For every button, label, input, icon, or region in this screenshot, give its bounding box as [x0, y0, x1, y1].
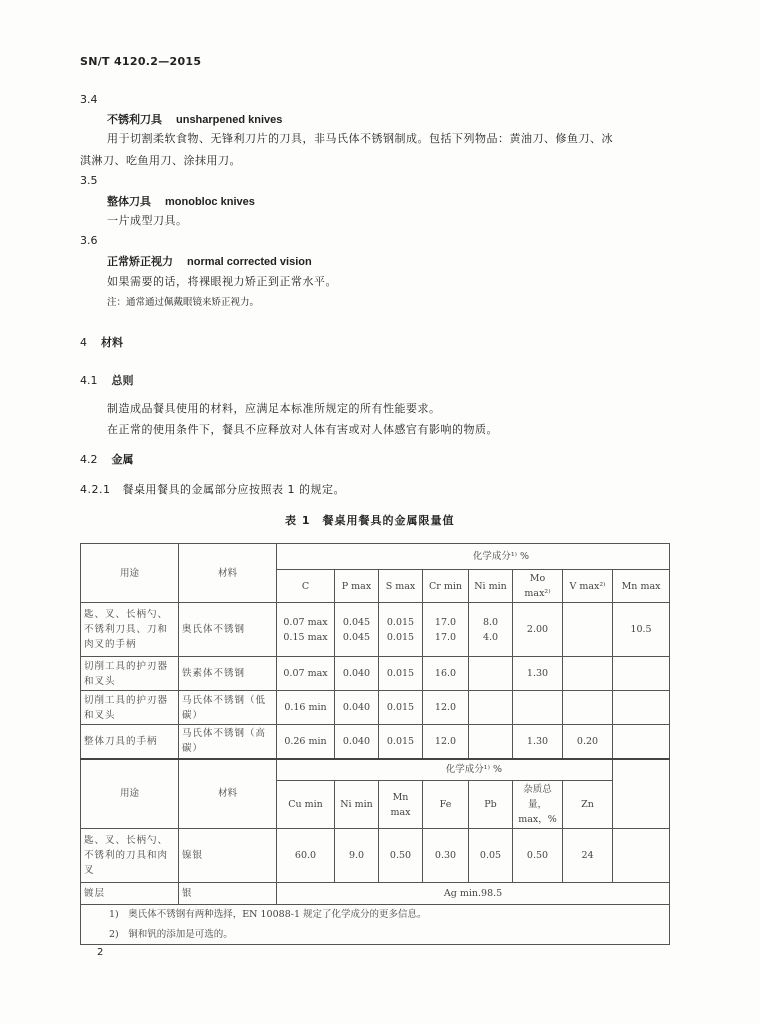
p-cell: 0.045 0.045: [335, 603, 379, 657]
use-cell: 匙、叉、长柄勺、不锈利刀具、刀和肉叉的手柄: [81, 603, 179, 657]
definition-3-4-line1: 用于切割柔软食物、无锋利刀片的刀具，非马氏体不锈钢制成。包括下列物品：黄油刀、修鱼刀、冰: [107, 132, 613, 145]
table-row: [81, 725, 670, 759]
material-cell: 镍银: [179, 829, 277, 883]
mo-cell: [513, 691, 563, 725]
use-cell: 匙、叉、长柄勺、不锈利的刀具和肉叉: [81, 829, 179, 883]
v-cell: [563, 691, 613, 725]
paragraph-4-1-1: 制造成品餐具使用的材料，应满足本标准所规定的所有性能要求。: [107, 402, 441, 415]
mo-cell: 1.30: [513, 725, 563, 759]
term-3-6: [107, 253, 312, 269]
section-number: 4.2: [80, 453, 98, 466]
clause-4-2-1: [80, 481, 345, 497]
mo-cell: 2.00: [513, 603, 563, 657]
col-use-header-2: 用途: [81, 759, 179, 829]
section-title: 金属: [111, 453, 134, 466]
element-header: Ni min: [335, 781, 379, 829]
element-header: S max: [379, 570, 423, 603]
section-4-1-heading: [80, 372, 134, 388]
cr-cell: 16.0: [423, 657, 469, 691]
c-cell: 0.07 max 0.15 max: [277, 603, 335, 657]
term-cn: 正常矫正视力: [107, 255, 173, 268]
term-3-4: [107, 111, 282, 127]
ni-cell: 8.0 4.0: [469, 603, 513, 657]
element-header: 杂质总量，max，%: [513, 781, 563, 829]
clause-number: 4.2.1: [80, 483, 111, 496]
clause-number-3-6: 3.6: [80, 234, 98, 247]
v-cell: [563, 657, 613, 691]
element-header: Zn: [563, 781, 613, 829]
material-cell: 奥氏体不锈钢: [179, 603, 277, 657]
table-row: [81, 657, 670, 691]
impurities-cell: 0.50: [513, 829, 563, 883]
c-cell: 0.07 max: [277, 657, 335, 691]
col-use-header: 用途: [81, 544, 179, 603]
table-row: [81, 603, 670, 657]
empty-header-cell: [613, 759, 670, 829]
cr-cell: 17.0 17.0: [423, 603, 469, 657]
p-cell: 0.040: [335, 725, 379, 759]
mn-cell: [613, 657, 670, 691]
cr-cell: 12.0: [423, 691, 469, 725]
footnote-row: [81, 925, 670, 945]
s-cell: 0.015 0.015: [379, 603, 423, 657]
section-title: 总则: [111, 374, 134, 387]
v-cell: 0.20: [563, 725, 613, 759]
element-header: Fe: [423, 781, 469, 829]
element-header: Cr min: [423, 570, 469, 603]
use-cell: 整体刀具的手柄: [81, 725, 179, 759]
use-cell: 切削工具的护刃器和叉头: [81, 691, 179, 725]
definition-3-6: 如果需要的话，将裸眼视力矫正到正常水平。: [107, 275, 337, 288]
ni-cell: [469, 725, 513, 759]
term-3-5: [107, 193, 255, 209]
p-cell: 0.040: [335, 691, 379, 725]
s-cell: 0.015: [379, 725, 423, 759]
p-cell: 0.040: [335, 657, 379, 691]
term-cn: 不锈利刀具: [107, 113, 162, 126]
mn-cell: [613, 725, 670, 759]
chemical-composition-header-2: 化学成分¹⁾ %: [277, 759, 613, 781]
table-header-row: [81, 544, 670, 570]
cu-cell: 60.0: [277, 829, 335, 883]
plating-value-cell: Ag min.98.5: [277, 883, 670, 905]
c-cell: 0.26 min: [277, 725, 335, 759]
pb-cell: 0.05: [469, 829, 513, 883]
section-title: 材料: [101, 336, 123, 349]
footnote-1: 1) 奥氏体不锈钢有两种选择，EN 10088-1 规定了化学成分的更多信息。: [81, 905, 670, 925]
footnote-2: 2) 铜和钒的添加是可选的。: [81, 925, 670, 945]
zn-cell: 24: [563, 829, 613, 883]
element-header: P max: [335, 570, 379, 603]
note-3-6: 注：通常通过佩戴眼镜来矫正视力。: [107, 297, 260, 308]
material-cell: 铁素体不锈钢: [179, 657, 277, 691]
s-cell: 0.015: [379, 691, 423, 725]
material-cell: 银: [179, 883, 277, 905]
mn-cell: [613, 691, 670, 725]
element-header: Mn max: [379, 781, 423, 829]
mn-cell: 10.5: [613, 603, 670, 657]
chemical-composition-header: 化学成分¹⁾ %: [277, 544, 670, 570]
element-header: Cu min: [277, 781, 335, 829]
c-cell: 0.16 min: [277, 691, 335, 725]
element-header: V max²⁾: [563, 570, 613, 603]
footnote-row: [81, 905, 670, 925]
use-cell: 切削工具的护刃器和叉头: [81, 657, 179, 691]
material-cell: 马氏体不锈钢（低碳）: [179, 691, 277, 725]
clause-text: 餐桌用餐具的金属部分应按照表 1 的规定。: [122, 483, 345, 496]
element-header: Mn max: [613, 570, 670, 603]
section-4-2-heading: [80, 451, 134, 467]
col-material-header: 材料: [179, 544, 277, 603]
material-cell: 马氏体不锈钢（高碳）: [179, 725, 277, 759]
term-cn: 整体刀具: [107, 195, 151, 208]
page-number: 2: [97, 947, 104, 958]
element-header: Mo max²⁾: [513, 570, 563, 603]
col-material-header-2: 材料: [179, 759, 277, 829]
mo-cell: 1.30: [513, 657, 563, 691]
clause-number-3-5: 3.5: [80, 174, 98, 187]
clause-number-3-4: 3.4: [80, 93, 98, 106]
section-number: 4: [80, 336, 87, 349]
ni-cell: 9.0: [335, 829, 379, 883]
v-cell: [563, 603, 613, 657]
metal-limits-table: [80, 543, 670, 945]
definition-3-5: 一片成型刀具。: [107, 214, 188, 227]
fe-cell: 0.30: [423, 829, 469, 883]
ni-cell: [469, 657, 513, 691]
paragraph-4-1-2: 在正常的使用条件下，餐具不应释放对人体有害或对人体感官有影响的物质。: [107, 423, 498, 436]
use-cell: 镀层: [81, 883, 179, 905]
table-header-row-2: [81, 759, 670, 781]
empty-cell: [613, 829, 670, 883]
ni-cell: [469, 691, 513, 725]
element-header: Ni min: [469, 570, 513, 603]
definition-3-4-line2: 淇淋刀、吃鱼用刀、涂抹用刀。: [80, 154, 241, 167]
cr-cell: 12.0: [423, 725, 469, 759]
s-cell: 0.015: [379, 657, 423, 691]
element-header: Pb: [469, 781, 513, 829]
term-en: normal corrected vision: [187, 256, 312, 268]
term-en: unsharpened knives: [176, 114, 283, 126]
mn-cell: 0.50: [379, 829, 423, 883]
term-en: monobloc knives: [165, 196, 255, 208]
standard-number: SN/T 4120.2—2015: [80, 55, 202, 68]
table-caption: 表 1 餐桌用餐具的金属限量值: [285, 514, 455, 527]
table-row: [81, 691, 670, 725]
element-header: C: [277, 570, 335, 603]
table-row: [81, 883, 670, 905]
section-number: 4.1: [80, 374, 98, 387]
section-4-heading: [80, 334, 123, 350]
table-row: [81, 829, 670, 883]
